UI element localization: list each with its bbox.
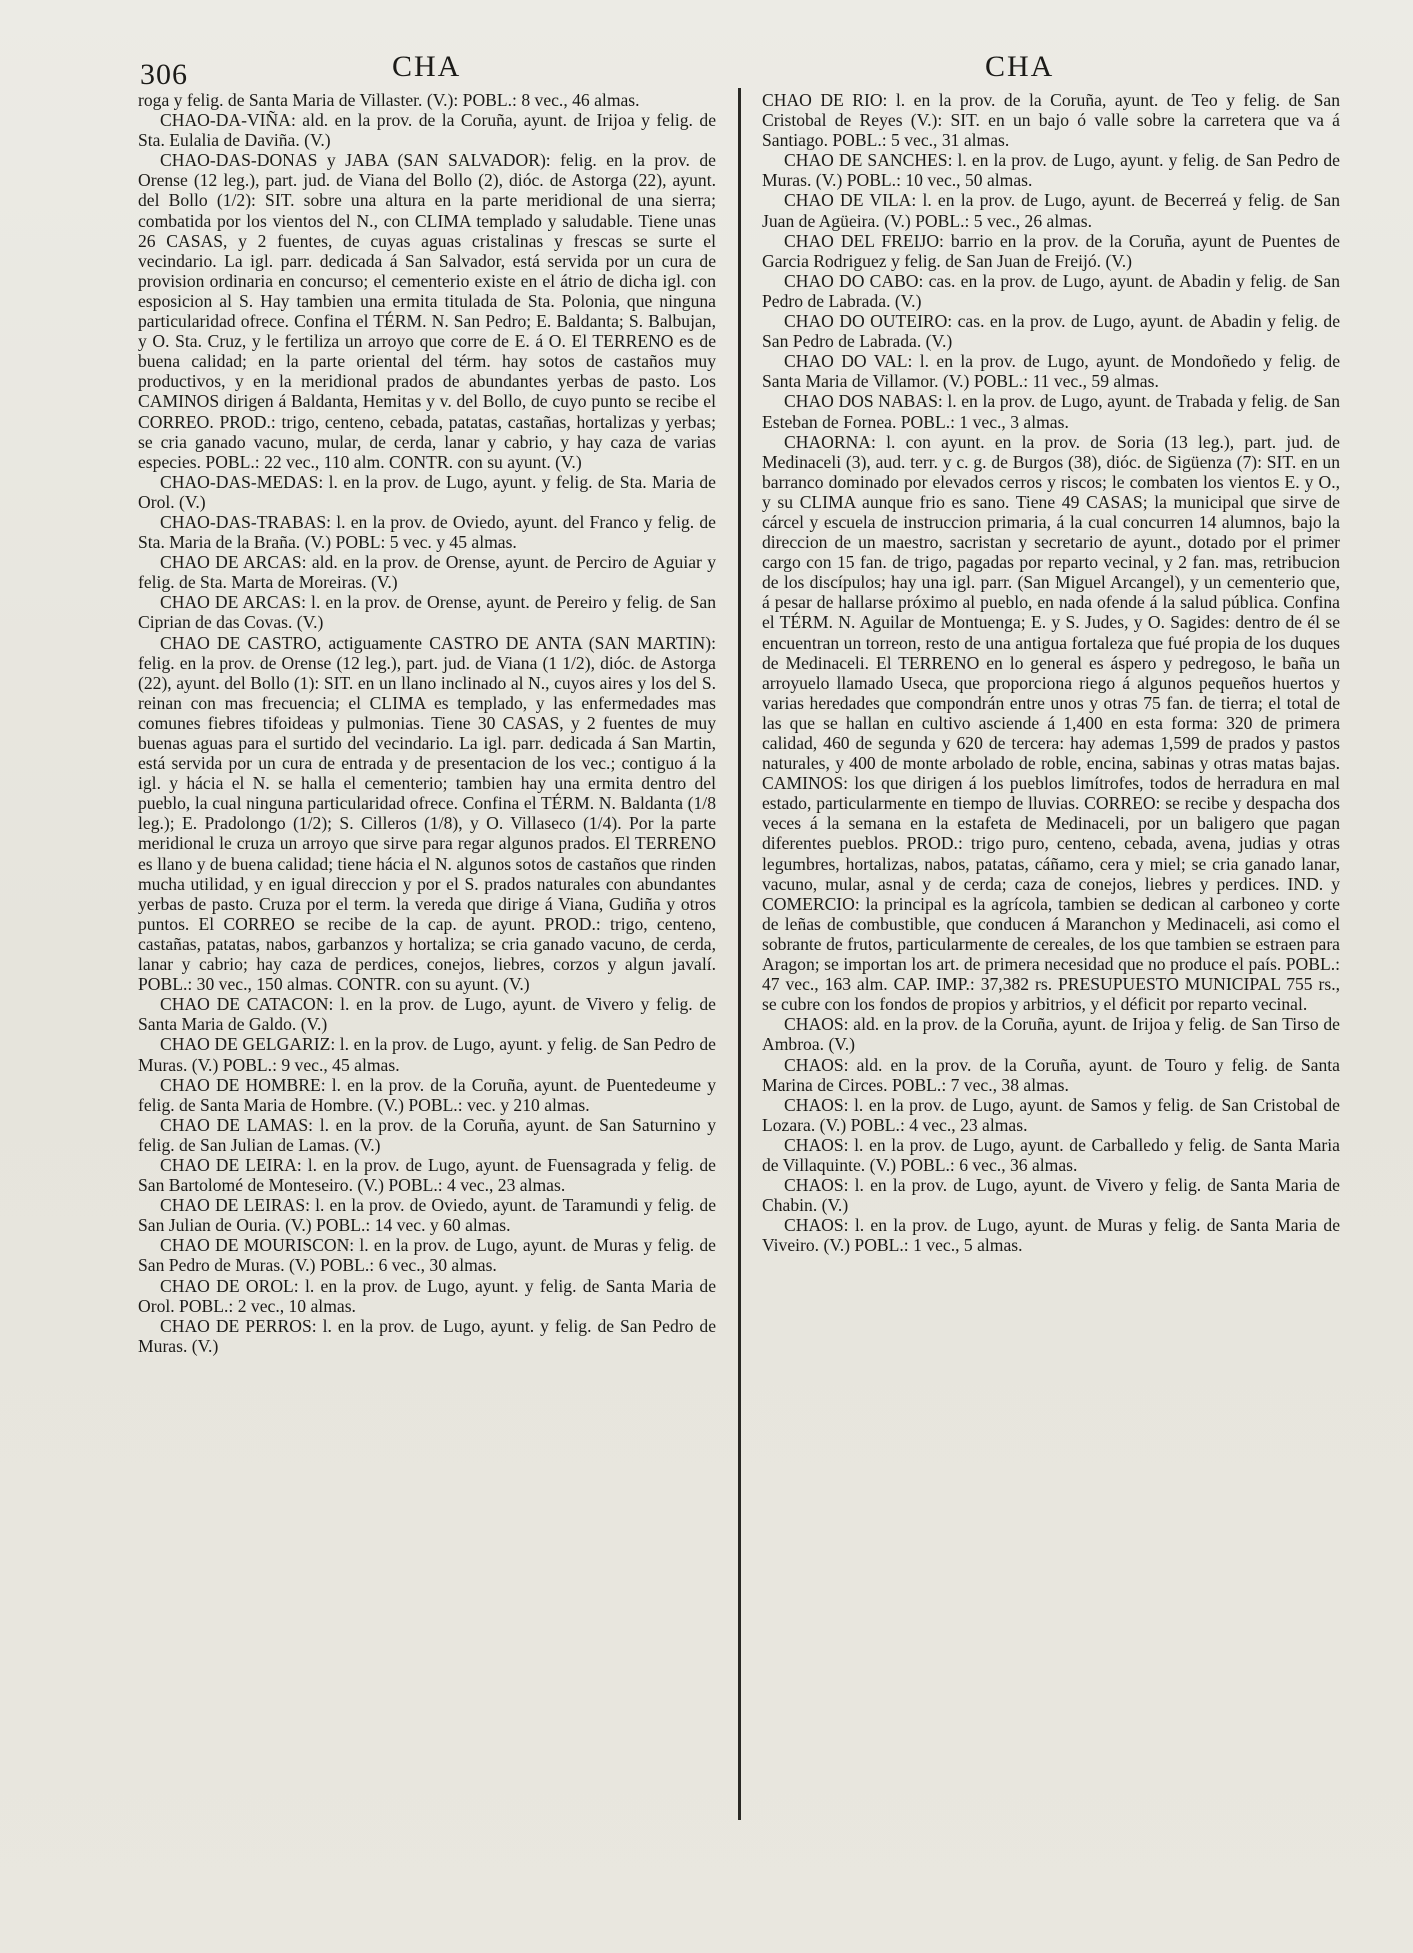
entry: CHAO DEL FREIJO: barrio en la prov. de la Coruña, ayunt de Puentes de Garcia Rodriguez y felig. de San Juan de Freijó. (V.) <box>762 230 1340 271</box>
entry: CHAOS: l. en la prov. de Lugo, ayunt. de Muras y felig. de Santa Maria de Viveiro. (V.) POBL.: 1 vec., 5 almas. <box>762 1215 1340 1256</box>
entry: CHAO DE HOMBRE: l. en la prov. de la Coruña, ayunt. de Puentedeume y felig. de Santa Maria de Hombre. (V.) POBL.: vec. y 210 almas. <box>138 1074 716 1115</box>
entry: CHAO DE VILA: l. en la prov. de Lugo, ayunt. de Becerreá y felig. de San Juan de Agüeira. (V.) POBL.: 5 vec., 26 almas. <box>762 190 1340 231</box>
entry: CHAO DO OUTEIRO: cas. en la prov. de Lugo, ayunt. de Abadin y felig. de San Pedro de Labrada. (V.) <box>762 311 1340 352</box>
entry: CHAO DE GELGARIZ: l. en la prov. de Lugo, ayunt. y felig. de San Pedro de Muras. (V.) POBL.: 9 vec., 45 almas. <box>138 1034 716 1075</box>
entry: CHAO DE OROL: l. en la prov. de Lugo, ayunt. y felig. de Santa Maria de Orol. POBL.: 2 vec., 10 almas. <box>138 1275 716 1316</box>
left-column <box>138 90 716 1840</box>
entry: CHAOS: l. en la prov. de Lugo, ayunt. de Samos y felig. de San Cristobal de Lozara. (V.) POBL.: 4 vec., 23 almas. <box>762 1094 1340 1135</box>
entry: CHAO DE LEIRA: l. en la prov. de Lugo, ayunt. de Fuensagrada y felig. de San Bartolomé de Monteseiro. (V.) POBL.: 4 vec., 23 almas. <box>138 1154 716 1196</box>
entry: CHAOS: l. en la prov. de Lugo, ayunt. de Vivero y felig. de Santa Maria de Chabin. (V.) <box>762 1175 1340 1216</box>
entry: CHAO DE LEIRAS: l. en la prov. de Oviedo, ayunt. de Taramundi y felig. de San Julian de Ouria. (V.) POBL.: 14 vec. y 60 almas. <box>138 1195 716 1236</box>
entry: CHAO DE LAMAS: l. en la prov. de la Coruña, ayunt. de San Saturnino y felig. de San Julian de Lamas. (V.) <box>138 1114 716 1155</box>
running-header-left: CHA <box>392 50 462 83</box>
column-divider <box>738 88 741 1820</box>
entry: CHAO DE CASTRO, actiguamente CASTRO DE ANTA (SAN MARTIN): felig. en la prov. de Orense (12 leg.), part. jud. de Viana (1 1/2), dióc. de Astorga (22), ayunt. del Bollo (1): SIT. en un llano inclinado al N., cuyos aires y los del S. reinan con mas frecuencia; el CLIMA es templado, y las enfermedades mas comunes fiebres tifoideas y pulmonias. Tiene 30 CASAS, y 2 fuentes de muy buenas aguas para el surtido del vecindario. La igl. parr. dedicada á San Martin, está servida por un cura de entrada y de presentacion de los vec.; contiguo á la igl. y hácia el N. se halla el cementerio; tambien hay una ermita dentro del pueblo, la cual ninguna particularidad ofrece. Confina el TÉRM. N. Baldanta (1/8 leg.); E. Pradolongo (1/2); S. Cilleros (1/8), y O. Villaseco (1/4). Por la parte meridional le cruza un arroyo que sirve para regar algunos prados. El TERRENO es llano y de buena calidad; tiene hácia el N. algunos sotos de castaños que rinden mucha utilidad, y en igual direccion y por el S. prados naturales con abundantes yerbas de pasto. Cruza por el term. la vereda que dirige á Viana, Gudiña y otros puntos. El CORREO se recibe de la cap. de ayunt. PROD.: trigo, centeno, castañas, patatas, nabos, garbanzos y hortaliza; se cria ganado vacuno, de cerda, lanar y cabrio; hay caza de perdices, conejos, liebres, corzos y algun javalí. POBL.: 30 vec., 150 almas. CONTR. con su ayunt. (V.) <box>138 632 716 995</box>
entry: CHAOS: l. en la prov. de Lugo, ayunt. de Carballedo y felig. de Santa Maria de Villaquinte. (V.) POBL.: 6 vec., 36 almas. <box>762 1134 1340 1175</box>
entry: CHAO-DAS-TRABAS: l. en la prov. de Oviedo, ayunt. del Franco y felig. de Sta. Maria de la Braña. (V.) POBL: 5 vec. y 45 almas. <box>138 511 716 553</box>
entry: CHAO-DA-VIÑA: ald. en la prov. de la Coruña, ayunt. de Irijoa y felig. de Sta. Eulalia de Daviña. (V.) <box>138 110 716 151</box>
entry: CHAO DE ARCAS: l. en la prov. de Orense, ayunt. de Pereiro y felig. de San Ciprian de das Covas. (V.) <box>138 592 716 633</box>
entry: CHAO DE PERROS: l. en la prov. de Lugo, ayunt. y felig. de San Pedro de Muras. (V.) <box>138 1315 716 1356</box>
entry: CHAOS: ald. en la prov. de la Coruña, ayunt. de Irijoa y felig. de San Tirso de Ambroa. (V.) <box>762 1014 1340 1055</box>
entry: CHAORNA: l. con ayunt. en la prov. de Soria (13 leg.), part. jud. de Medinaceli (3), aud. terr. y c. g. de Burgos (38), dióc. de Sigüenza (7): SIT. en un barranco dominado por elevados cerros y riscos; le combaten los vientos E. y O., y su CLIMA aunque frio es sano. Tiene 49 CASAS; la municipal que sirve de cárcel y escuela de instruccion primaria, á la cual concurren 14 alumnos, bajo la direccion de un maestro, sacristan y secretario de ayunt., dotado por el primer cargo con 15 fan. de trigo, pagadas por reparto vecinal, y 2 fan. mas, retribucion de los discípulos; hay una igl. parr. (San Miguel Arcangel), y un cementerio que, á pesar de hallarse próximo al pueblo, en nada ofende á la salud pública. Confina el TÉRM. N. Aguilar de Montuenga; E. y S. Judes, y O. Sagides: dentro de él se encuentran un torreon, resto de una antigua fortaleza que fué propia de los duques de Medinaceli. El TERRENO en lo general es áspero y pedregoso, le baña un arroyuelo llamado Useca, que proporciona riego á algunos pequeños huertos y varias heredades que compondrán entre unos y otras 75 fan. de tierra; el total de las que se hallan en cultivo asciende á 1,400 en esta forma: 320 de primera calidad, 460 de segunda y 620 de tercera: hay ademas 1,599 de prados y pastos naturales, y 400 de monte arbolado de roble, encina, sabinas y otras matas bajas. CAMINOS: los que dirigen á los pueblos limítrofes, todos de herradura en mal estado, particularmente en tiempo de lluvias. CORREO: se recibe y despacha dos veces á la semana en la estafeta de Medinaceli, por un baligero que pagan diferentes pueblos. PROD.: trigo puro, centeno, cebada, avena, judias y otras legumbres, hortalizas, nabos, patatas, cáñamo, cera y miel; se cria ganado lanar, vacuno, mular, asnal y de cerda; caza de conejos, liebres y perdices. IND. y COMERCIO: la principal es la agrícola, tambien se dedican al carboneo y corte de leñas de combustible, que conducen á Maranchon y Medinaceli, asi como el sobrante de frutos, particularmente de cereales, de los que tambien se estraen para Aragon; se importan los art. de primera necesidad que no produce el país. POBL.: 47 vec., 163 alm. CAP. IMP.: 37,382 rs. PRESUPUESTO MUNICIPAL 755 rs., se cubre con los fondos de propios y arbitrios, y el déficit por reparto vecinal. <box>762 431 1340 1015</box>
page-number: 306 <box>140 58 188 91</box>
entry: CHAO DE CATACON: l. en la prov. de Lugo, ayunt. de Vivero y felig. de Santa Maria de Galdo. (V.) <box>138 994 716 1035</box>
entry: CHAO DO CABO: cas. en la prov. de Lugo, ayunt. de Abadin y felig. de San Pedro de Labrada. (V.) <box>762 270 1340 311</box>
entry: CHAO DOS NABAS: l. en la prov. de Lugo, ayunt. de Trabada y felig. de San Esteban de Fornea. POBL.: 1 vec., 3 almas. <box>762 391 1340 432</box>
entry: CHAO DO VAL: l. en la prov. de Lugo, ayunt. de Mondoñedo y felig. de Santa Maria de Villamor. (V.) POBL.: 11 vec., 59 almas. <box>762 351 1340 392</box>
entry: CHAO DE MOURISCON: l. en la prov. de Lugo, ayunt. de Muras y felig. de San Pedro de Muras. (V.) POBL.: 6 vec., 30 almas. <box>138 1235 716 1276</box>
entry: CHAO-DAS-MEDAS: l. en la prov. de Lugo, ayunt. y felig. de Sta. Maria de Orol. (V.) <box>138 471 716 512</box>
entry: CHAO DE SANCHES: l. en la prov. de Lugo, ayunt. y felig. de San Pedro de Muras. (V.) POBL.: 10 vec., 50 almas. <box>762 150 1340 191</box>
entry: CHAO-DAS-DONAS y JABA (SAN SALVADOR): felig. en la prov. de Orense (12 leg.), part. jud. de Viana del Bollo (2), dióc. de Astorga (22), ayunt. del Bollo (1/2): SIT. sobre una altura en la parte meridional de una sierra; combatida por los vientos del N., con CLIMA templado y saludable. Tiene unas 26 CASAS, y 2 fuentes, de cuyas aguas cristalinas y frescas se surte el vecindario. La igl. parr. dedicada á San Salvador, está servida por un cura de provision ordinaria en concurso; el cementerio existe en el átrio de dicha igl. con esposicion al S. Hay tambien una ermita titulada de Sta. Polonia, que ninguna particularidad ofrece. Confina el TÉRM. N. San Pedro; E. Baldanta; S. Balbujan, y O. Sta. Cruz, y le fertiliza un arroyo que corre de E. á O. El TERRENO es de buena calidad; en la parte oriental del térm. hay sotos de castaños muy productivos, y en la meridional prados de abundantes yerbas de pasto. Los CAMINOS dirigen á Baldanta, Hemitas y v. del Bollo, de cuyo punto se recibe el CORREO. PROD.: trigo, centeno, cebada, patatas, castañas, hortalizas y yerbas; se cria ganado vacuno, mular, de cerda, lanar y cabrio, y hay caza de varias especies. POBL.: 22 vec., 110 alm. CONTR. con su ayunt. (V.) <box>138 150 716 472</box>
entry: CHAOS: ald. en la prov. de la Coruña, ayunt. de Touro y felig. de Santa Marina de Circes. POBL.: 7 vec., 38 almas. <box>762 1054 1340 1095</box>
running-header-right: CHA <box>985 50 1055 83</box>
entry: roga y felig. de Santa Maria de Villaster. (V.): POBL.: 8 vec., 46 almas. <box>138 90 640 110</box>
entry: CHAO DE RIO: l. en la prov. de la Coruña, ayunt. de Teo y felig. de San Cristobal de Reyes (V.): SIT. en un bajo ó valle sobre la carretera que va á Santiago. POBL.: 5 vec., 31 almas. <box>762 90 1340 151</box>
entry: CHAO DE ARCAS: ald. en la prov. de Orense, ayunt. de Perciro de Aguiar y felig. de Sta. Marta de Moreiras. (V.) <box>138 552 716 593</box>
right-column <box>762 90 1340 1840</box>
